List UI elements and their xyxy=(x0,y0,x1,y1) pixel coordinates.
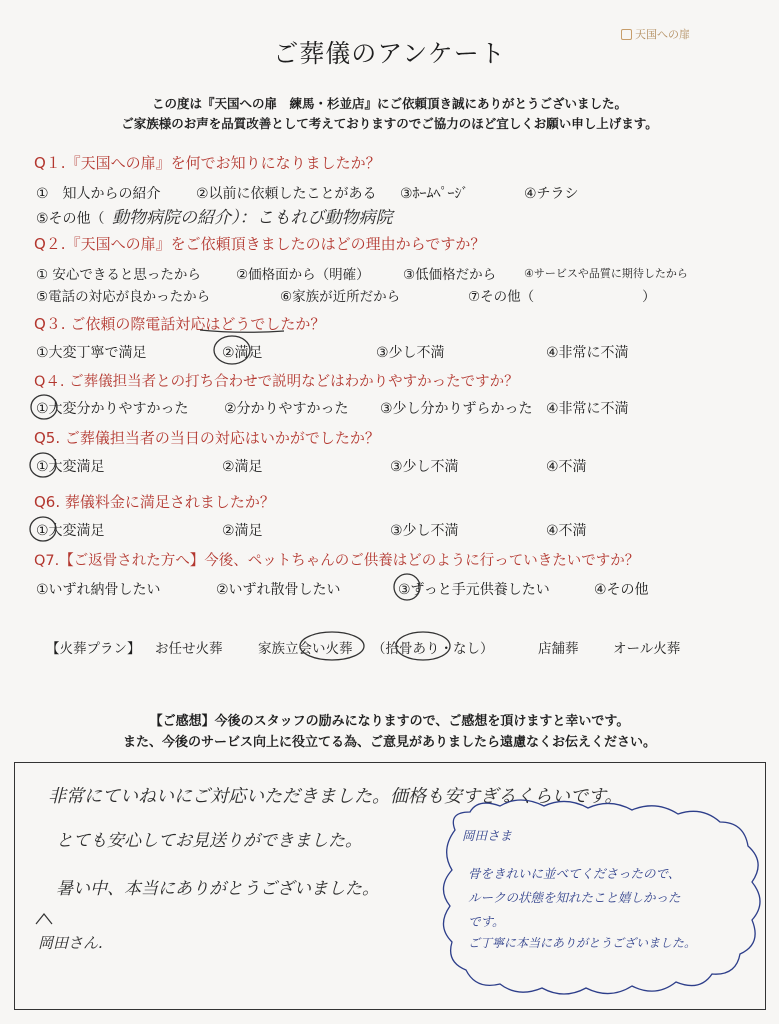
q6-option-1: ①大変満足 xyxy=(36,523,105,539)
q4-question: Q４. ご葬儀担当者との打ち合わせで説明などはわかりやすかったですか？ xyxy=(34,374,519,390)
q1-option-5: ⑤その他（ xyxy=(36,211,105,227)
plan-option-3: （拾骨あり・なし） xyxy=(372,641,494,657)
q6-option-3: ③少し不満 xyxy=(390,523,459,539)
q2-option-1: ① 安心できると思ったから xyxy=(36,267,201,283)
reply-line-1: 岡田さま xyxy=(462,828,513,843)
q1-option-3: ③ﾎｰﾑﾍﾟｰｼﾞ xyxy=(400,186,469,202)
q6-question: Q6. 葬儀料金に満足されましたか？ xyxy=(34,493,275,511)
q6-option-4: ④不満 xyxy=(546,523,587,539)
q4-option-1: ①大変分かりやすかった xyxy=(36,401,189,417)
intro-line-2: ご家族様のお声を品質改善として考えておりますのでご協力のほど宜しくお願い申し上げます。 xyxy=(121,116,658,131)
q4-option-3: ③少し分かりずらかった xyxy=(380,401,533,417)
q2-option-3: ③低価格だから xyxy=(403,267,497,283)
plan-option-5: オール火葬 xyxy=(613,641,681,657)
q3-option-2: ②満足 xyxy=(222,345,263,361)
q2-option-5: ⑤電話の対応が良かったから xyxy=(36,289,211,305)
q2-question: Q２.『天国への扉』をご依頼頂きましたのはどの理由からですか？ xyxy=(34,235,486,253)
intro-line-1: この度は『天国への扉 練馬・杉並店』にご依頼頂き誠にありがとうございました。 xyxy=(151,96,627,111)
comment-line-1: 非常にていねいにご対応いただきました。価格も安すぎるくらいです。 xyxy=(48,786,623,807)
q4-option-4: ④非常に不満 xyxy=(546,401,629,417)
q3-option-3: ③少し不満 xyxy=(376,345,445,361)
impression-line-2: また、今後のサービス向上に役立てる為、ご意見がありましたら遠慮なくお伝えください。 xyxy=(122,735,656,750)
q5-option-1: ①大変満足 xyxy=(36,459,105,475)
reply-line-5: ご丁寧に本当にありがとうございました。 xyxy=(468,936,697,950)
q1-question: Q１.『天国への扉』を何でお知りになりましたか？ xyxy=(34,154,381,172)
q5-option-2: ②満足 xyxy=(222,459,263,475)
brand-logo xyxy=(621,26,690,42)
q2-option-7: ⑦その他（ ） xyxy=(468,289,656,305)
q2-option-4: ④サービスや品質に期待したから xyxy=(524,267,688,280)
q3-option-1: ①大変丁寧で満足 xyxy=(36,345,147,361)
q7-option-3: ③ずっと手元供養したい xyxy=(398,582,550,598)
q5-question: Q5. ご葬儀担当者の当日の対応はいかがでしたか？ xyxy=(34,429,380,447)
plan-option-1: お任せ火葬 xyxy=(155,641,223,657)
page-title: ご葬儀のアンケート xyxy=(273,39,506,68)
reply-line-4: です。 xyxy=(468,914,505,929)
q1-option-2: ②以前に依頼したことがある xyxy=(196,186,377,202)
plan-option-4: 店舗葬 xyxy=(538,641,579,657)
comment-line-2: とても安心してお見送りができました。 xyxy=(56,831,362,851)
comment-line-3: 暑い中、本当にありがとうございました。 xyxy=(56,879,379,899)
q6-option-2: ②満足 xyxy=(222,523,263,539)
q7-question: Q7.【ご返骨された方へ】今後、ペットちゃんのご供養はどのように行っていきたいですか？ xyxy=(34,553,640,569)
q1-option-1: ① 知人からの紹介 xyxy=(36,186,161,202)
plan-option-2: 家族立会い火葬 xyxy=(258,641,353,657)
impression-line-1: 【ご感想】今後のスタッフの励みになりますので、ご感想を頂けますと幸いです。 xyxy=(149,714,630,729)
q7-option-1: ①いずれ納骨したい xyxy=(36,582,161,598)
q5-option-4: ④不満 xyxy=(546,459,587,475)
q4-option-2: ②分かりやすかった xyxy=(224,401,349,417)
q1-option-4: ④チラシ xyxy=(524,186,579,202)
reply-line-2: 骨をきれいに並べてくださったので、 xyxy=(468,866,681,881)
q7-option-4: ④その他 xyxy=(594,582,649,598)
comment-signature: 岡田さん. xyxy=(38,934,103,952)
plan-label: 【火葬プラン】 xyxy=(46,641,141,657)
q7-option-2: ②いずれ散骨したい xyxy=(216,582,341,598)
q2-option-6: ⑥家族が近所だから xyxy=(280,289,401,305)
q3-option-4: ④非常に不満 xyxy=(546,345,629,361)
logo-icon xyxy=(621,29,632,40)
q2-option-2: ②価格面から（明確） xyxy=(236,267,370,283)
reply-line-3: ルークの状態を知れたこと嬉しかった xyxy=(468,890,681,905)
logo-text: 天国への扉 xyxy=(635,28,690,41)
q3-question: Q３. ご依頼の際電話対応はどうでしたか？ xyxy=(34,315,326,333)
q5-option-3: ③少し不満 xyxy=(390,459,459,475)
q1-other-handwritten: 動物病院の紹介）：こもれび動物病院 xyxy=(112,208,393,228)
